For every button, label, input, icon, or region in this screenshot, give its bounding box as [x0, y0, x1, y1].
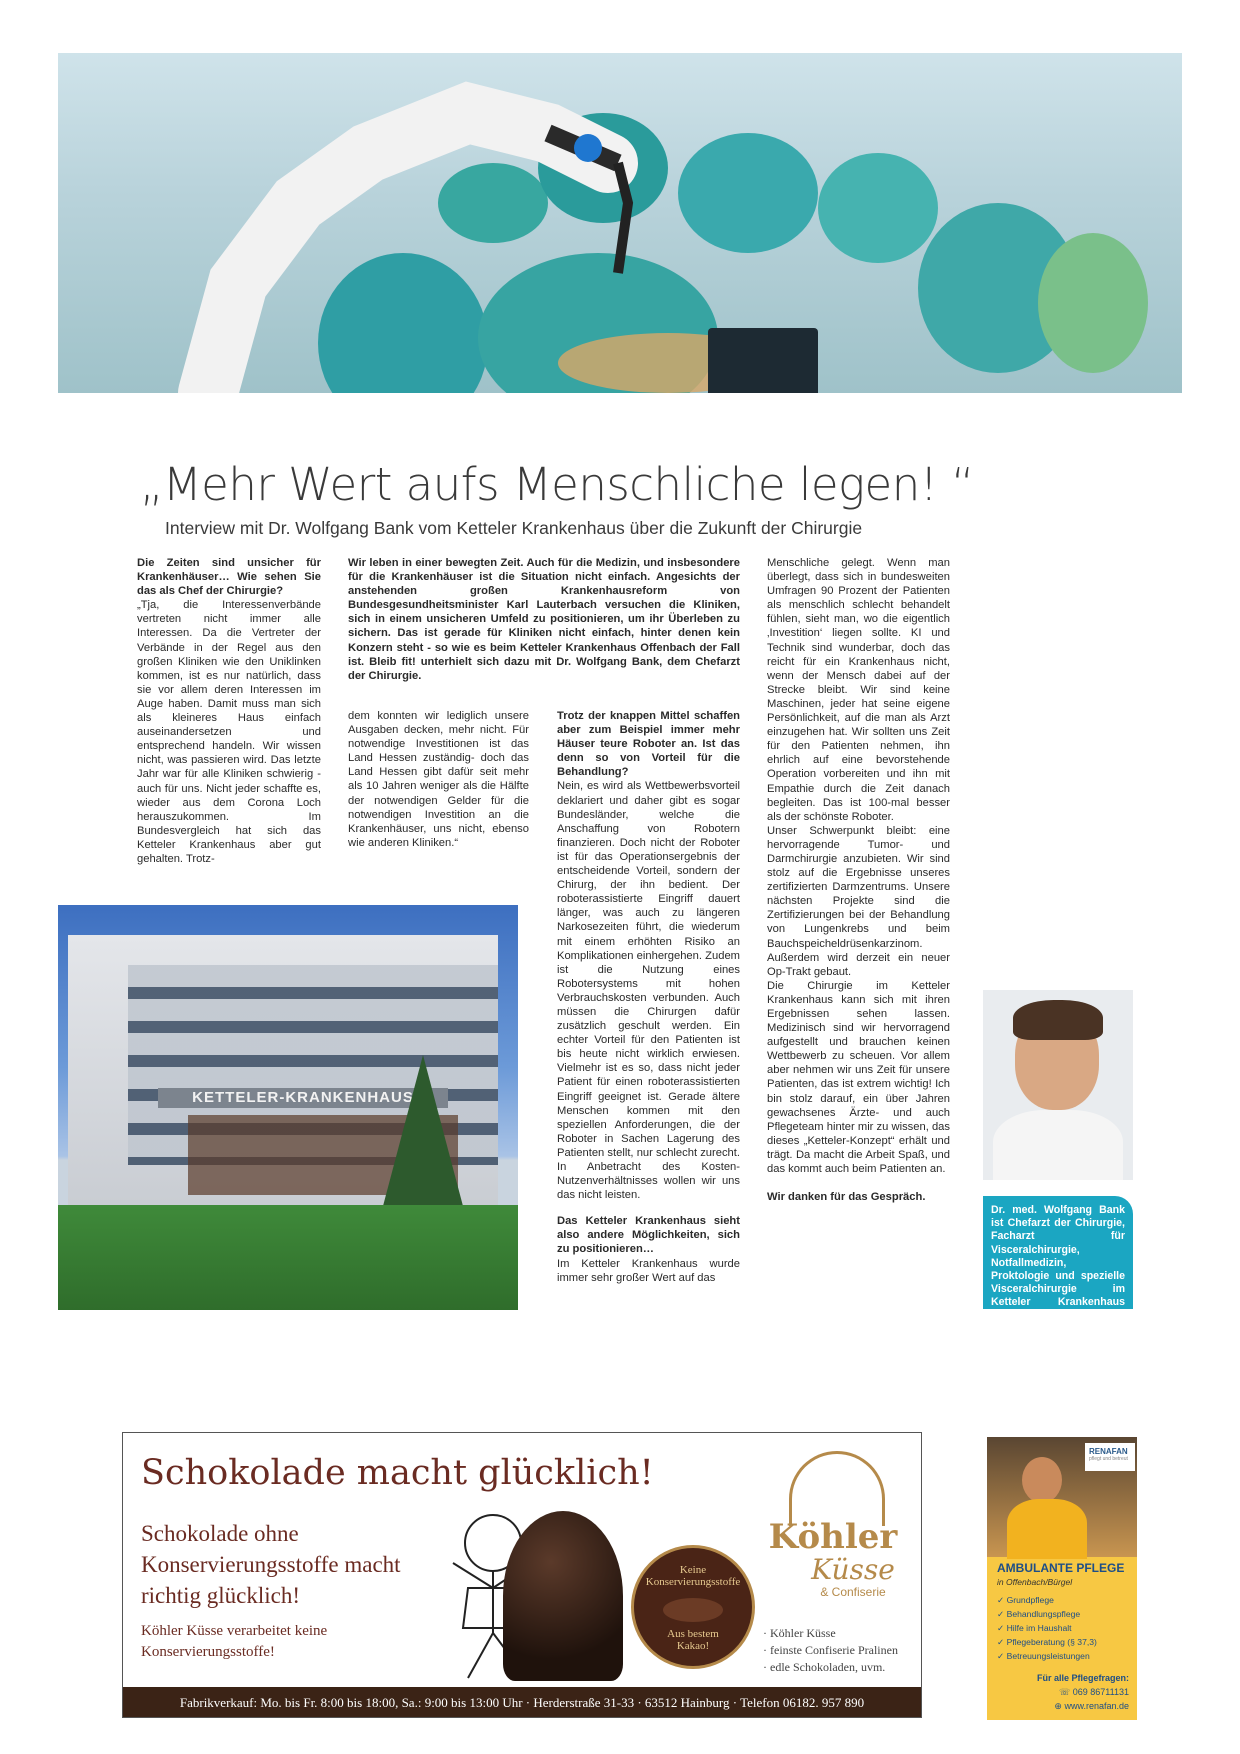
interview-answer: Nein, es wird als Wettbewerbsvorteil deklariert und daher gibt es sogar Bundesländer, welche die Anschaffung von Robotern finanzieren. Doch nicht der Roboter ist für das Operationsergebnis der entscheidende Vorteil, sondern der Chirurg, der ihn bedient. Der roboterassistierte Eingriff dauert länger, was auch zu längeren Narkosezeiten führt, die wiederum mit einem erhöhten Risiko an Komplikationen einhergehen. Zudem ist die Nutzung eines Robotersystems mit hohen Verbrauchskosten verbunden. Auch müssen die Chirurgen dafür zusätzlich geschult werden. Ein echter Vorteil für den Patienten ist bis heute nicht wirklich erwiesen. Vielmehr ist es so, dass nicht jeder Patient für einen roboterassistierten Eingriff geeignet ist. Gerade ältere Menschen kommen mit den speziellen Anforderungen, die der Roboter in Sachen Lagerung des Patienten stellt, nur schlecht zurecht. In Anbetracht des Kosten-Nutzenverhältnisses wollen wir uns das nicht leisten. [557, 780, 740, 1202]
article-subheadline: Interview mit Dr. Wolfgang Bank vom Ketteler Krankenhaus über die Zukunft der Chirurgie [165, 518, 863, 538]
robot-arm-illustration [148, 53, 648, 393]
service-item: ✓ Pflegeberatung (§ 37,3) [997, 1637, 1097, 1647]
advertisement-kohler-kuesse [122, 1432, 922, 1718]
check-icon: ✓ [997, 1623, 1007, 1633]
interview-answer: Menschliche gelegt. Wenn man überlegt, dass sich in bundesweiten Umfragen 90 Prozent der Patienten als menschlich schlecht behandelt fühlen, sieht man, wo die eigentlich ‚Investition‘ liegen sollte. KI und Technik sind wunderbar, doch das reicht für ein Krankenhaus nicht, wenn der Mensch dabei auf der Strecke bleibt. Wir sind keine Maschinen, jeder hat seine eigene Persönlichkeit, auf die man als Arzt einzugehen hat. Wir sollten uns Zeit für den Patienten nehmen, ihn ehrlich auf eine bevorstehende Operation vorbereiten und ihn mit Empathie durch die Zeit danach begleiten. Das ist 100-mal besser als der schönste Roboter. [767, 557, 950, 823]
interview-question: Die Zeiten sind unsicher für Krankenhäuser… Wie sehen Sie das als Chef der Chirurgie? [137, 557, 321, 598]
brand-sub: & Confiserie [820, 1585, 886, 1599]
brand-script: Küsse [811, 1553, 895, 1586]
ad-brand [763, 1519, 903, 1599]
globe-icon: ⊕ [1054, 1701, 1065, 1711]
seal-top-text: Keine Konservierungsstoffe [645, 1564, 741, 1588]
renafan-services [997, 1593, 1097, 1663]
service-item: ✓ Behandlungspflege [997, 1609, 1081, 1619]
closing-line: Wir danken für das Gespräch. [767, 1191, 926, 1204]
brand-name: Köhler [768, 1517, 898, 1557]
check-icon: ✓ [997, 1595, 1007, 1605]
interview-question: Das Ketteler Krankenhaus sieht also andere Möglichkeiten, sich zu positionieren… [557, 1215, 740, 1256]
service-item: ✓ Betreuungsleistungen [997, 1651, 1090, 1661]
chocolate-kiss-image [503, 1511, 623, 1681]
interview-answer: Die Chirurgie im Ketteler Krankenhaus kann sich mit ihren Ergebnissen sehen lassen. Medizinisch sind wir hervorragend aufgestellt und brauchen keinen Wettbewerb zu scheuen. Vor allem aber nehmen wir uns Zeit für unsere Patienten, das ist extrem wichtig! Ich bin stolz darauf, ein über Jahren gewachsenes Ärzte- und auch Pflegeteam hinter mir zu wissen, das dieses „Ketteler-Konzept“ erhält und trägt. Da macht die Arbeit Spaß, und das kommt auch beim Patienten an. [767, 979, 950, 1176]
ad-bullet-list [763, 1625, 898, 1676]
check-icon: ✓ [997, 1651, 1007, 1661]
check-icon: ✓ [997, 1609, 1007, 1619]
portrait-photo-dr-bank [983, 990, 1133, 1180]
interview-question: Trotz der knappen Mittel schaffen aber zum Beispiel immer mehr Häuser teure Roboter an. Ist das denn so von Vorteil für die Behandlung? [557, 710, 740, 779]
renafan-title: AMBULANTE PFLEGE [997, 1561, 1125, 1575]
hospital-sign: KETTELER-KRANKENHAUS [158, 1088, 448, 1108]
hero-image-surgery-robot [58, 53, 1182, 393]
advertisement-renafan [987, 1437, 1137, 1720]
ad-bullet: · Köhler Küsse [763, 1626, 836, 1640]
article-column-4 [767, 556, 950, 1204]
article-column-3 [557, 709, 740, 1285]
ad-bullet: · edle Schokoladen, uvm. [763, 1660, 886, 1674]
article-headline: „Mehr Wert aufs Menschliche legen! “ [140, 458, 974, 511]
renafan-logo: RENAFAN pflegt und betreut [1085, 1443, 1135, 1471]
ad-subtitle: Schokolade ohne Konservierungsstoffe macht richtig glücklich! [141, 1521, 401, 1608]
service-item: ✓ Grundpflege [997, 1595, 1054, 1605]
ad-tagline: Köhler Küsse verarbeitet keine Konservierungsstoffe! [141, 1623, 328, 1660]
phone-icon: ☏ [1059, 1687, 1073, 1697]
renafan-contact-label: Für alle Pflegefragen: [1036, 1673, 1129, 1683]
article-column-2: dem konnten wir lediglich unsere Ausgaben decken, mehr nicht. Für notwendige Investitionen ist das Land Hessen zuständig- doch das Land Hessen gibt dafür seit mehr als 10 Jahren weniger als die Hälfte der notwendigen Gelder für die notwendigen Investition an die Krankenhäuser, uns nicht, ebenso wie anderen Kliniken.“ [348, 710, 529, 849]
seal-no-preservatives [631, 1545, 755, 1669]
seal-bottom-text: Aus bestem Kakao! [667, 1628, 719, 1652]
renafan-subtitle: in Offenbach/Bürgel [997, 1577, 1073, 1587]
brand-arch-logo [789, 1451, 885, 1526]
portrait-caption: Dr. med. Wolfgang Bank ist Chefarzt der Chirurgie, Facharzt für Visceralchirurgie, Notfallmedizin, Proktologie und spezielle Visceralchirurgie im Ketteler Krankenhaus Offenbach. [983, 1196, 1133, 1309]
interview-answer: „Tja, die Interessenverbände vertreten nicht immer alle Interessen. Da die Vertreter der Verbände in der Regel aus den großen Kliniken wie den Uniklinken kommen, ist es nur natürlich, dass sie vor allem deren Interessen im Auge haben. Damit muss man sich als kleineres Haus einfach auseinandersetzen und entsprechend handeln. Wir wissen nicht, was passieren wird. Das letzte Jahr war für alle Kliniken schwierig - auch für uns. Nicht jeder schaffte es, wieder aus dem Corona Loch herauszukommen. Im Bundesvergleich hat sich das Ketteler Krankenhaus aber gut gehalten. Trotz- [137, 599, 321, 865]
article-lead: Wir leben in einer bewegten Zeit. Auch für die Medizin, und insbesondere für die Krankenhäuser ist die Situation nicht einfach. Angesichts der anstehenden großen Krankenhausreform von Bundesgesundheitsminister Karl Lauterbach versuchen die Kliniken, sich in einem unsicheren Umfeld zu positionieren, um ihr Überleben zu sichern. Das ist gerade für Kliniken nicht einfach, hinter denen kein Konzern steht - so wie es beim Ketteler Krankenhaus Offenbach der Fall ist. Bleib fit! unterhielt sich dazu mit Dr. Wolfgang Bank, dem Chefarzt der Chirurgie. [348, 557, 740, 682]
ad-footer: Fabrikverkauf: Mo. bis Fr. 8:00 bis 18:00, Sa.: 9:00 bis 13:00 Uhr · Herderstraße 31-33 · 63512 Hainburg · Telefon 06182. 957 890 [123, 1687, 921, 1718]
hospital-building-photo [58, 905, 518, 1310]
interview-answer: Im Ketteler Krankenhaus wurde immer sehr großer Wert auf das [557, 1257, 740, 1284]
service-item: ✓ Hilfe im Haushalt [997, 1623, 1072, 1633]
interview-answer: Unser Schwerpunkt bleibt: eine hervorragende Tumor- und Darmchirurgie anzubieten. Wir sind stolz auf die Ergebnisse unseres zertifizierten Darmzentrums. Unsere nächsten Projekte sind die Zertifizierungen bei der Behandlung von Lungenkrebs und beim Bauchspeicheldrüsenkarzinom. Außerdem wird derzeit ein neuer Op-Trakt gebaut. [767, 824, 950, 978]
renafan-phone: ☏ 069 86711131 [1059, 1687, 1129, 1697]
ad-title: Schokolade macht glücklich! [141, 1453, 654, 1493]
check-icon: ✓ [997, 1637, 1007, 1647]
ad-bullet: · feinste Confiserie Pralinen [763, 1643, 898, 1657]
renafan-web: ⊕ www.renafan.de [1054, 1701, 1129, 1711]
article-column-1 [137, 556, 321, 866]
